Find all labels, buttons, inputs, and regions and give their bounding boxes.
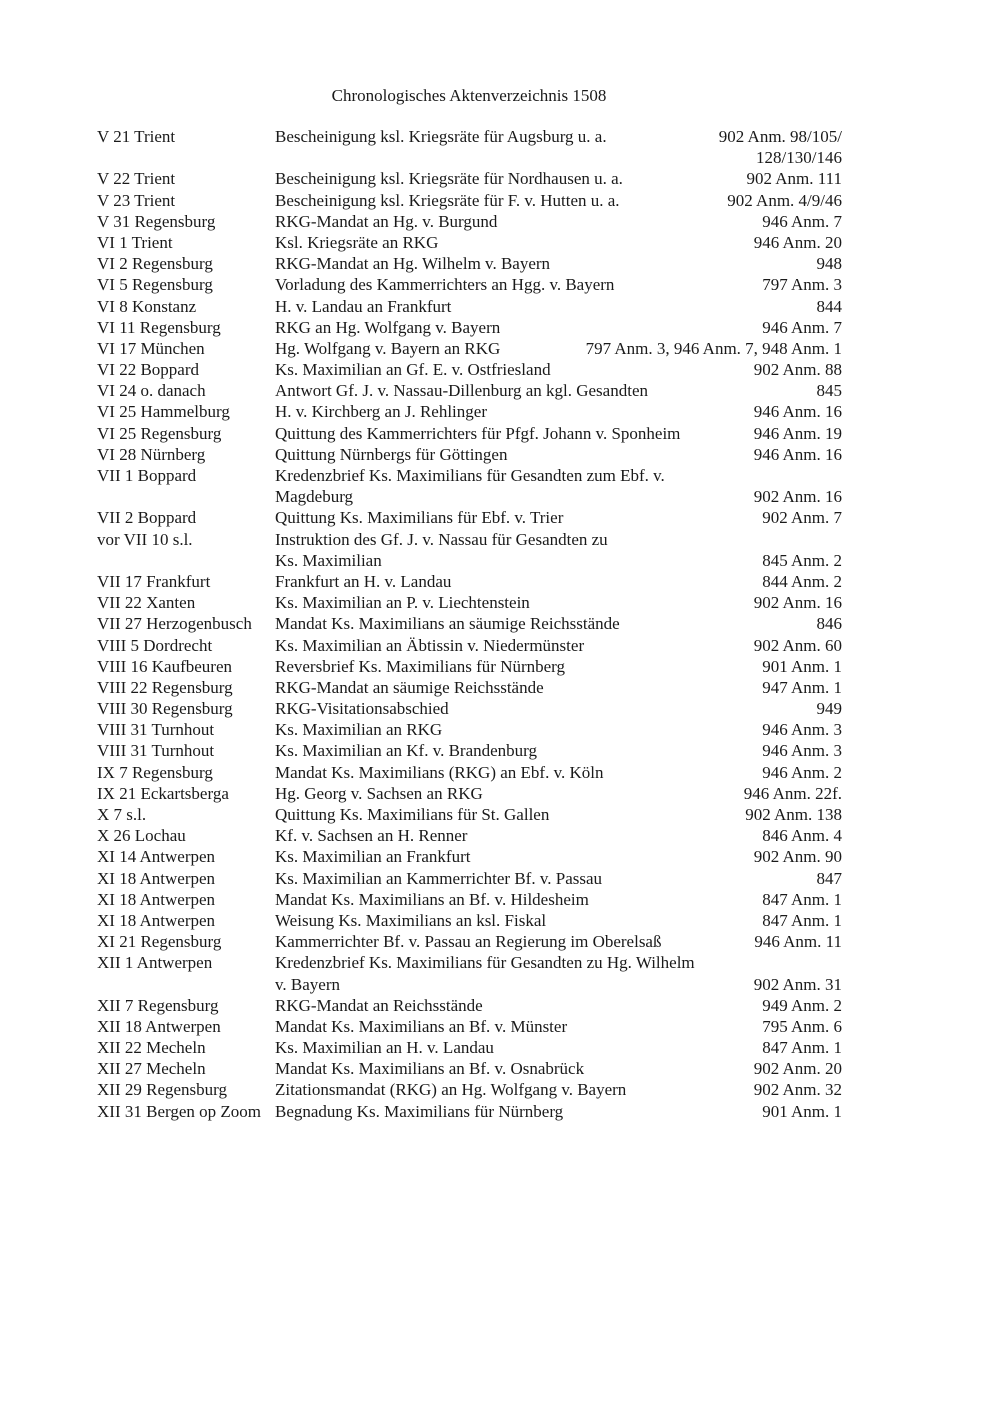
register-entry bbox=[97, 825, 842, 846]
entry-description: RKG-Mandat an säumige Reichsstände bbox=[275, 677, 544, 697]
entry-date: VI 5 Regensburg bbox=[97, 275, 213, 295]
entry-line bbox=[97, 783, 842, 804]
entry-reference: 845 bbox=[816, 381, 842, 401]
register-entry bbox=[97, 168, 842, 189]
entry-reference: 847 Anm. 1 bbox=[762, 889, 842, 909]
entry-description: Kredenzbrief Ks. Maximilians für Gesandten zum Ebf. v. bbox=[275, 466, 665, 485]
entry-date: VI 8 Konstanz bbox=[97, 296, 197, 316]
entry-description: Ks. Maximilian an H. v. Landau bbox=[275, 1038, 494, 1058]
entry-description: RKG an Hg. Wolfgang v. Bayern bbox=[275, 317, 501, 337]
entry-description: Quittung Ks. Maximilians für St. Gallen bbox=[275, 805, 550, 824]
entry-description: Ks. Maximilian an Äbtissin v. Niedermünster bbox=[275, 635, 585, 655]
entry-date: XI 18 Antwerpen bbox=[97, 889, 216, 909]
running-header: Chronologisches Aktenverzeichnis 1508 bbox=[331, 86, 607, 105]
register-entry bbox=[97, 126, 842, 168]
entry-reference: 902 Anm. 98/105/ bbox=[718, 127, 842, 146]
entry-line bbox=[97, 592, 842, 613]
entry-date: XII 27 Mecheln bbox=[97, 1059, 206, 1079]
register-entry bbox=[97, 995, 842, 1016]
entry-date: XI 21 Regensburg bbox=[97, 932, 222, 952]
entry-reference: 946 Anm. 19 bbox=[753, 423, 842, 443]
entry-reference: 902 Anm. 138 bbox=[745, 805, 842, 824]
entry-line bbox=[97, 444, 842, 465]
register-entry bbox=[97, 677, 842, 698]
entry-description: Magdeburg bbox=[275, 487, 354, 507]
entry-line bbox=[97, 486, 842, 507]
entry-line bbox=[97, 1058, 842, 1079]
entry-line bbox=[97, 571, 842, 592]
entry-date: V 22 Trient bbox=[97, 169, 176, 189]
entry-line bbox=[97, 1037, 842, 1058]
entry-description: H. v. Kirchberg an J. Rehlinger bbox=[275, 402, 487, 422]
entry-reference: 949 Anm. 2 bbox=[762, 995, 842, 1015]
entry-date: XII 31 Bergen op Zoom bbox=[97, 1101, 261, 1121]
entry-description: Vorladung des Kammerrichters an Hgg. v. Bayern bbox=[275, 275, 615, 295]
entry-description: Ks. Maximilian an Kammerrichter Bf. v. Passau bbox=[275, 868, 603, 888]
register-entry bbox=[97, 635, 842, 656]
entry-description: Mandat Ks. Maximilians an Bf. v. Osnabrück bbox=[275, 1059, 585, 1079]
entry-date: XII 18 Antwerpen bbox=[97, 1016, 221, 1036]
entry-reference: 844 bbox=[816, 296, 842, 316]
register-entry bbox=[97, 401, 842, 422]
entry-description: Quittung Ks. Maximilians für Ebf. v. Trier bbox=[275, 508, 564, 528]
entry-line bbox=[97, 211, 842, 232]
entry-reference: 902 Anm. 16 bbox=[753, 593, 842, 613]
entry-reference: 948 bbox=[816, 254, 842, 274]
entry-description: Hg. Georg v. Sachsen an RKG bbox=[275, 783, 483, 803]
register-entry bbox=[97, 613, 842, 634]
entry-reference: 846 Anm. 4 bbox=[762, 826, 842, 846]
entry-reference: 946 Anm. 3 bbox=[762, 741, 842, 761]
entry-date: VIII 30 Regensburg bbox=[97, 699, 233, 719]
entry-description: Bescheinigung ksl. Kriegsräte für Augsburg u. a. bbox=[275, 127, 607, 146]
entry-reference: 946 Anm. 16 bbox=[753, 402, 842, 422]
entry-date: VI 25 Hammelburg bbox=[97, 402, 230, 422]
entry-date: XI 18 Antwerpen bbox=[97, 868, 216, 888]
entry-date: XI 14 Antwerpen bbox=[97, 847, 216, 867]
entry-reference: 902 Anm. 20 bbox=[753, 1059, 842, 1079]
entry-date: X 26 Lochau bbox=[97, 826, 186, 846]
entry-line bbox=[97, 401, 842, 422]
entry-line bbox=[97, 635, 842, 656]
entry-line bbox=[97, 677, 842, 698]
entry-date: VI 22 Boppard bbox=[97, 360, 199, 380]
entry-line bbox=[97, 338, 842, 359]
entry-date: VI 11 Regensburg bbox=[97, 317, 221, 337]
entry-reference: 947 Anm. 1 bbox=[762, 677, 842, 697]
register-entry bbox=[97, 762, 842, 783]
register-entry bbox=[97, 423, 842, 444]
register-entry bbox=[97, 931, 842, 952]
entry-date: VI 24 o. danach bbox=[97, 381, 206, 401]
entry-description: Frankfurt an H. v. Landau bbox=[275, 571, 452, 591]
register-entry bbox=[97, 698, 842, 719]
entry-line bbox=[97, 910, 842, 931]
entry-reference: 902 Anm. 4/9/46 bbox=[727, 190, 842, 210]
entry-line bbox=[97, 995, 842, 1016]
entry-reference: 902 Anm. 60 bbox=[753, 635, 842, 655]
entry-line bbox=[97, 465, 842, 486]
entry-date: VIII 16 Kaufbeuren bbox=[97, 656, 232, 676]
entry-date: VIII 31 Turnhout bbox=[97, 720, 215, 740]
entry-description: Begnadung Ks. Maximilians für Nürnberg bbox=[275, 1101, 564, 1121]
entry-reference: 902 Anm. 88 bbox=[753, 360, 842, 380]
register-entry bbox=[97, 465, 842, 507]
entry-date: VI 2 Regensburg bbox=[97, 254, 213, 274]
entry-date: VI 25 Regensburg bbox=[97, 423, 222, 443]
entry-description: Antwort Gf. J. v. Nassau-Dillenburg an kgl. Gesandten bbox=[275, 381, 648, 401]
entry-line bbox=[97, 974, 842, 995]
register-entry bbox=[97, 1016, 842, 1037]
entry-description: Ks. Maximilian bbox=[275, 550, 382, 570]
entry-description: Kf. v. Sachsen an H. Renner bbox=[275, 826, 468, 846]
entry-date: VII 17 Frankfurt bbox=[97, 571, 211, 591]
entry-description: Hg. Wolfgang v. Bayern an RKG bbox=[275, 338, 501, 358]
register-entry bbox=[97, 190, 842, 211]
entry-line bbox=[97, 846, 842, 867]
register-entry bbox=[97, 253, 842, 274]
register-entry bbox=[97, 910, 842, 931]
entry-description: Kredenzbrief Ks. Maximilians für Gesandten zu Hg. Wilhelm bbox=[275, 953, 695, 973]
entry-line bbox=[97, 656, 842, 677]
register-entry bbox=[97, 359, 842, 380]
entry-line bbox=[97, 889, 842, 910]
entry-line bbox=[97, 698, 842, 719]
register-entry bbox=[97, 868, 842, 889]
entry-reference: 846 bbox=[816, 614, 842, 634]
entry-date: XII 1 Antwerpen bbox=[97, 953, 213, 973]
register-entry bbox=[97, 1101, 842, 1122]
entry-line bbox=[97, 507, 842, 528]
entry-line bbox=[97, 550, 842, 571]
entry-reference: 946 Anm. 16 bbox=[753, 444, 842, 464]
register-entry bbox=[97, 571, 842, 592]
entry-reference: 847 bbox=[816, 868, 842, 888]
entry-line bbox=[97, 232, 842, 253]
register-entry bbox=[97, 274, 842, 295]
entry-date: VII 22 Xanten bbox=[97, 593, 196, 613]
entry-reference: 946 Anm. 11 bbox=[754, 932, 842, 952]
entry-description: Mandat Ks. Maximilians an säumige Reichsstände bbox=[275, 614, 620, 634]
entry-line bbox=[97, 126, 842, 147]
entry-line bbox=[97, 274, 842, 295]
entry-reference: 902 Anm. 90 bbox=[753, 847, 842, 867]
register-entry bbox=[97, 1079, 842, 1100]
entry-reference: 847 Anm. 1 bbox=[762, 1038, 842, 1058]
entry-reference: 946 Anm. 7 bbox=[762, 211, 842, 231]
entry-line bbox=[97, 380, 842, 401]
entry-line bbox=[97, 296, 842, 317]
register-list bbox=[97, 126, 842, 1122]
entry-reference: 797 Anm. 3 bbox=[762, 275, 842, 295]
entry-reference: 902 Anm. 16 bbox=[753, 487, 842, 507]
entry-line bbox=[97, 804, 842, 825]
entry-reference: 902 Anm. 111 bbox=[746, 169, 842, 189]
entry-description: Mandat Ks. Maximilians (RKG) an Ebf. v. Köln bbox=[275, 762, 604, 782]
register-entry bbox=[97, 296, 842, 317]
entry-reference: 946 Anm. 7 bbox=[762, 317, 842, 337]
entry-date: VIII 31 Turnhout bbox=[97, 741, 215, 761]
entry-date: IX 7 Regensburg bbox=[97, 762, 213, 782]
entry-date: IX 21 Eckartsberga bbox=[97, 783, 229, 803]
entry-description: Ks. Maximilian an RKG bbox=[275, 720, 443, 740]
entry-description: Ks. Maximilian an P. v. Liechtenstein bbox=[275, 593, 530, 613]
entry-line bbox=[97, 1079, 842, 1100]
register-entry bbox=[97, 740, 842, 761]
register-entry bbox=[97, 529, 842, 571]
entry-date: VII 1 Boppard bbox=[97, 466, 197, 485]
entry-line bbox=[97, 952, 842, 973]
entry-reference: 902 Anm. 32 bbox=[753, 1080, 842, 1100]
entry-line bbox=[97, 529, 842, 550]
entry-reference: 902 Anm. 7 bbox=[762, 508, 842, 528]
entry-line bbox=[97, 613, 842, 634]
entry-reference: 949 bbox=[816, 699, 842, 719]
entry-description: Bescheinigung ksl. Kriegsräte für F. v. Hutten u. a. bbox=[275, 190, 620, 210]
register-entry bbox=[97, 592, 842, 613]
register-entry bbox=[97, 846, 842, 867]
entry-date: XI 18 Antwerpen bbox=[97, 910, 216, 930]
entry-line bbox=[97, 1101, 842, 1122]
register-entry bbox=[97, 338, 842, 359]
entry-line bbox=[97, 359, 842, 380]
entry-description: RKG-Mandat an Reichsstände bbox=[275, 995, 483, 1015]
register-entry bbox=[97, 1058, 842, 1079]
entry-line bbox=[97, 740, 842, 761]
register-entry bbox=[97, 719, 842, 740]
entry-reference: 845 Anm. 2 bbox=[762, 550, 842, 570]
entry-reference: 795 Anm. 6 bbox=[762, 1016, 842, 1036]
entry-date: V 31 Regensburg bbox=[97, 211, 216, 231]
entry-line bbox=[97, 423, 842, 444]
entry-reference: 946 Anm. 3 bbox=[762, 720, 842, 740]
entry-reference: 901 Anm. 1 bbox=[762, 1101, 842, 1121]
entry-date: VII 27 Herzogenbusch bbox=[97, 614, 252, 634]
entry-line bbox=[97, 762, 842, 783]
entry-date: XII 22 Mecheln bbox=[97, 1038, 206, 1058]
entry-line bbox=[97, 868, 842, 889]
register-entry bbox=[97, 380, 842, 401]
entry-line bbox=[97, 825, 842, 846]
entry-date: VIII 22 Regensburg bbox=[97, 677, 233, 697]
entry-description: Bescheinigung ksl. Kriegsräte für Nordhausen u. a. bbox=[275, 169, 623, 189]
entry-description: Zitationsmandat (RKG) an Hg. Wolfgang v. Bayern bbox=[275, 1080, 627, 1100]
entry-line bbox=[97, 147, 842, 168]
register-entry bbox=[97, 1037, 842, 1058]
entry-description: Reversbrief Ks. Maximilians für Nürnberg bbox=[275, 656, 566, 676]
entry-description: RKG-Mandat an Hg. v. Burgund bbox=[275, 211, 498, 231]
entry-date: VI 17 München bbox=[97, 338, 205, 358]
entry-description: Ks. Maximilian an Gf. E. v. Ostfriesland bbox=[275, 360, 551, 380]
entry-description: Instruktion des Gf. J. v. Nassau für Gesandten zu bbox=[275, 529, 608, 549]
entry-date: VI 1 Trient bbox=[97, 232, 173, 252]
entry-date: X 7 s.l. bbox=[97, 805, 147, 824]
register-entry bbox=[97, 444, 842, 465]
register-entry bbox=[97, 952, 842, 994]
register-entry bbox=[97, 211, 842, 232]
entry-date: XII 7 Regensburg bbox=[97, 995, 219, 1015]
entry-reference: 797 Anm. 3, 946 Anm. 7, 948 Anm. 1 bbox=[585, 338, 842, 358]
entry-description: Mandat Ks. Maximilians an Bf. v. Hildesheim bbox=[275, 889, 589, 909]
entry-line bbox=[97, 168, 842, 189]
entry-description: Kammerrichter Bf. v. Passau an Regierung im Oberelsaß bbox=[275, 932, 662, 952]
entry-description: Ks. Maximilian an Kf. v. Brandenburg bbox=[275, 741, 538, 761]
entry-date: VI 28 Nürnberg bbox=[97, 444, 206, 464]
entry-reference: 901 Anm. 1 bbox=[762, 656, 842, 676]
register-entry bbox=[97, 317, 842, 338]
entry-line bbox=[97, 317, 842, 338]
entry-description: H. v. Landau an Frankfurt bbox=[275, 296, 452, 316]
entry-description: Weisung Ks. Maximilians an ksl. Fiskal bbox=[275, 910, 547, 930]
entry-line bbox=[97, 1016, 842, 1037]
entry-line bbox=[97, 719, 842, 740]
entry-reference: 844 Anm. 2 bbox=[762, 571, 842, 591]
register-entry bbox=[97, 232, 842, 253]
entry-reference: 847 Anm. 1 bbox=[762, 910, 842, 930]
entry-date: V 23 Trient bbox=[97, 190, 176, 210]
entry-date: V 21 Trient bbox=[97, 127, 176, 146]
entry-description: Quittung Nürnbergs für Göttingen bbox=[275, 444, 508, 464]
register-entry bbox=[97, 507, 842, 528]
entry-description: Mandat Ks. Maximilians an Bf. v. Münster bbox=[275, 1016, 568, 1036]
register-entry bbox=[97, 889, 842, 910]
entry-date: VII 2 Boppard bbox=[97, 508, 197, 528]
entry-description: Ksl. Kriegsräte an RKG bbox=[275, 232, 439, 252]
entry-line bbox=[97, 931, 842, 952]
entry-reference: 902 Anm. 31 bbox=[753, 974, 842, 994]
entry-date: VIII 5 Dordrecht bbox=[97, 635, 213, 655]
entry-line bbox=[97, 190, 842, 211]
entry-reference: 946 Anm. 22f. bbox=[743, 783, 842, 803]
register-entry bbox=[97, 783, 842, 804]
entry-date: vor VII 10 s.l. bbox=[97, 529, 193, 549]
entry-date: XII 29 Regensburg bbox=[97, 1080, 227, 1100]
entry-reference: 946 Anm. 20 bbox=[753, 232, 842, 252]
entry-reference: 128/130/146 bbox=[756, 148, 842, 168]
entry-description: Quittung des Kammerrichters für Pfgf. Johann v. Sponheim bbox=[275, 423, 681, 443]
entry-description: RKG-Mandat an Hg. Wilhelm v. Bayern bbox=[275, 254, 551, 274]
register-entry bbox=[97, 804, 842, 825]
entry-reference: 946 Anm. 2 bbox=[762, 762, 842, 782]
entry-description: RKG-Visitationsabschied bbox=[275, 699, 449, 719]
entry-line bbox=[97, 253, 842, 274]
entry-description: Ks. Maximilian an Frankfurt bbox=[275, 847, 471, 867]
register-entry bbox=[97, 656, 842, 677]
entry-description: v. Bayern bbox=[275, 974, 340, 994]
